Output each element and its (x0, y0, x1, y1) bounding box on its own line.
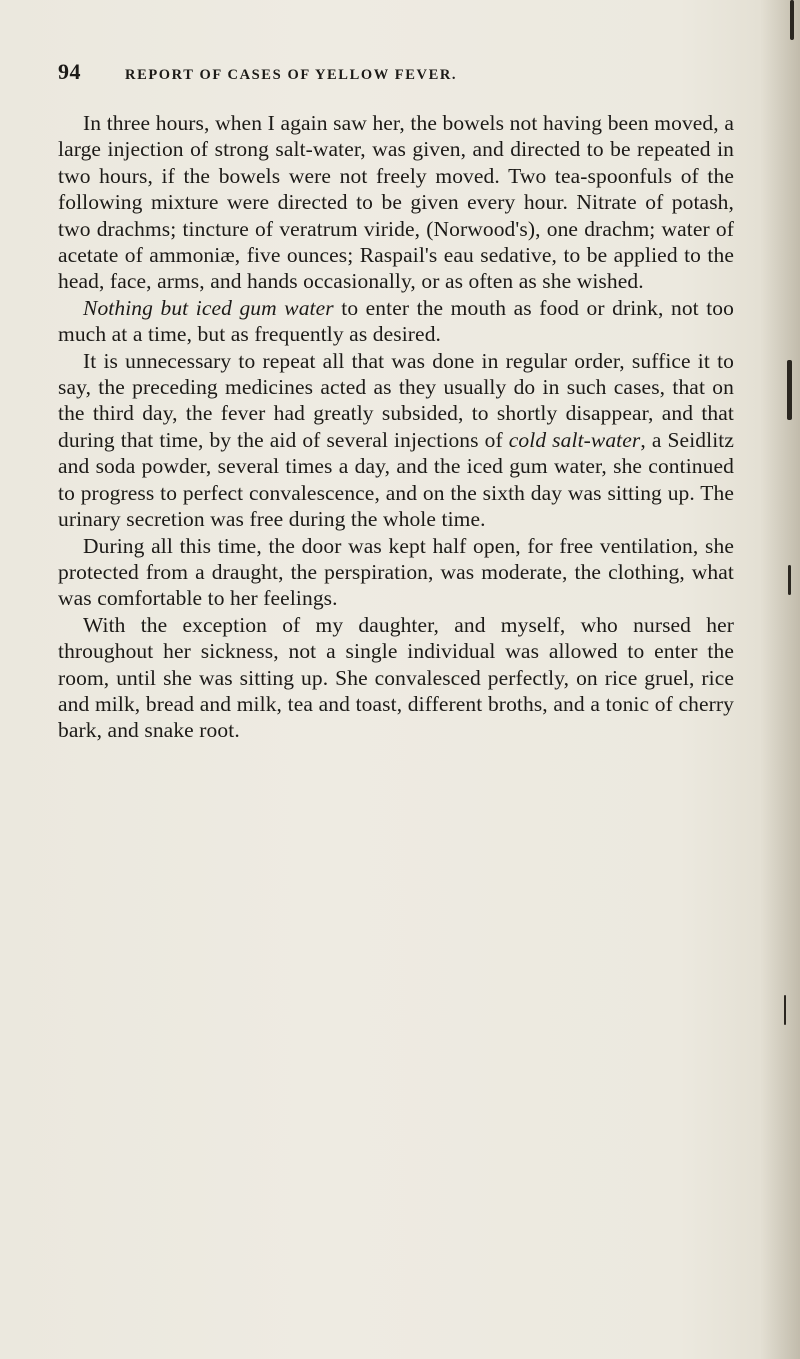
paragraph-italic: Nothing but iced gum water (83, 295, 334, 320)
paragraph-italic: cold salt-water (508, 427, 641, 452)
paragraph-text: During all this time, the door was kept half open, for free ventilation, she protected from a draught, the perspiration, was moderate, the clothing, what was comfortable to her feelings. (58, 533, 734, 611)
paragraph (58, 110, 734, 295)
body-text (58, 110, 734, 744)
page-edge-shadow (760, 0, 800, 1359)
paragraph (58, 533, 734, 612)
page-header (58, 59, 758, 87)
page-number: 94 (58, 59, 81, 84)
paragraph-text: In three hours, when I again saw her, the bowels not having been moved, a large injection of strong salt-water, was given, and directed to be repeated in two hours, if the bowels were not freely moved. Two tea-spoonfuls of the following mixture were directed to be given every hour. Nitrate of potash, two drachms; tincture of veratrum viride, (Norwood's), one drachm; water of acetate of ammoniæ, five ounces; Raspail's eau sedative, to be applied to the head, face, arms, and hands occasionally, or as often as she wished. (58, 111, 734, 294)
paragraph-text: With the exception of my daughter, and myself, who nursed her throughout her sickness, not a single individual was allowed to enter the room, until she was sitting up. She convalesced perfectly, on rice gruel, rice and milk, bread and milk, tea and toast, different broths, and a tonic of cherry bark, and snake root. (58, 612, 734, 743)
page-edge-mark (784, 995, 786, 1025)
page-edge-mark (788, 565, 791, 595)
paragraph (58, 348, 734, 533)
page-edge-mark (787, 360, 792, 420)
paragraph (58, 612, 734, 744)
running-head: REPORT OF CASES OF YELLOW FEVER. (125, 67, 458, 83)
paragraph-text: It is unnecessary to repeat all that was done in regular order, suffice it to say, the preceding medicines acted as they usually do in such cases, that on the third day, the fever had greatly subsided, to shortly disappear, and that during that time, by the aid of several injections of (58, 348, 734, 452)
page-edge-mark (790, 0, 794, 40)
paragraph-text: , a Seidlitz and soda powder, several times a day, and the iced gum water, she continued to progress to perfect convalescence, and on the sixth day was sitting up. The urinary secretion was free during the whole time. (58, 427, 734, 532)
paragraph-text: to enter the mouth as food or drink, not too much at a time, but as frequently as desired. (58, 295, 735, 347)
paragraph (58, 295, 734, 348)
